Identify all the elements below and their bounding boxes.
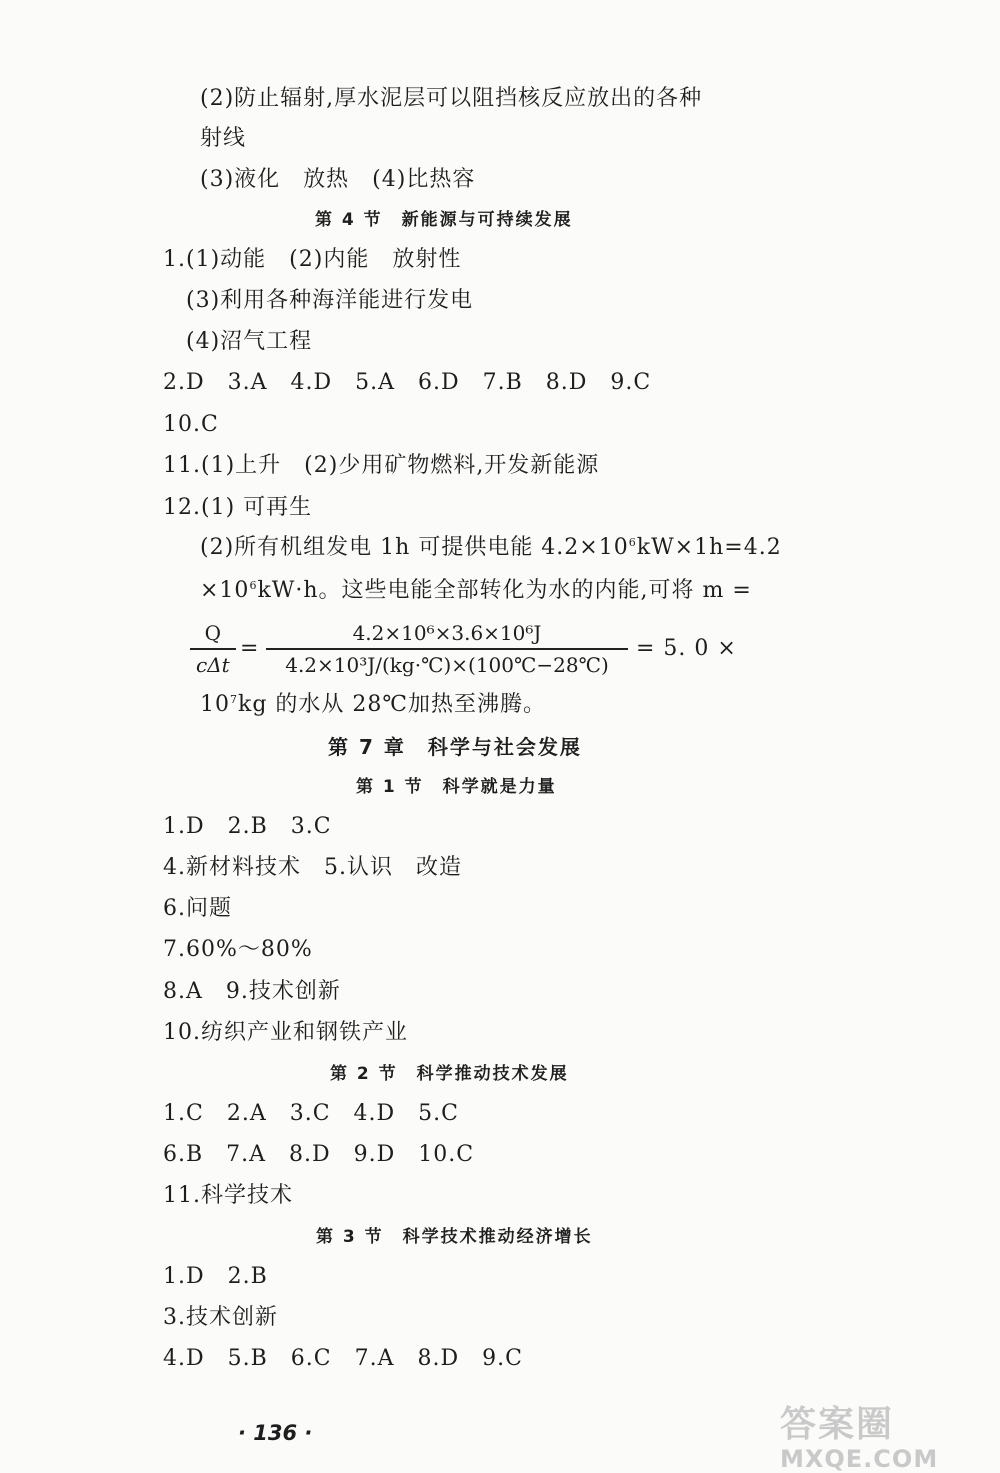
answer-line: (2)防止辐射,厚水泥层可以阻挡核反应放出的各种 <box>200 86 703 111</box>
fraction-calculation: 4.2×10⁶×3.6×10⁶J 4.2×10³J/(kg·℃)×(100℃−28℃) <box>266 620 628 678</box>
fraction-q-over-c-delta-t: Q cΔt <box>190 620 236 678</box>
answer-line: 7.60%～80% <box>163 937 313 962</box>
section-heading: 第 4 节 新能源与可持续发展 <box>315 210 573 230</box>
answer-line: 11.(1)上升 (2)少用矿物燃料,开发新能源 <box>163 453 600 478</box>
answer-line: 6.B 7.A 8.D 9.D 10.C <box>163 1142 475 1167</box>
answer-line: $10^7kg$ 的水从 28℃加热至沸腾。 <box>200 692 547 717</box>
section-heading: 第 3 节 科学技术推动经济增长 <box>316 1227 593 1247</box>
answer-line: $\times 10^6kW\cdot h$。这些电能全部转化为水的内能,可将 m = <box>200 578 752 603</box>
page-number: · 136 · <box>238 1421 313 1445</box>
answer-line: (3)液化 放热 (4)比热容 <box>200 167 476 192</box>
answer-line: 4.D 5.B 6.C 7.A 8.D 9.C <box>163 1346 523 1371</box>
answer-line: 1.D 2.B 3.C <box>163 814 332 839</box>
answer-line: 4.新材料技术 5.认识 改造 <box>163 855 462 880</box>
equals-sign: = <box>240 636 260 661</box>
answer-line: 10.C <box>163 412 219 437</box>
answer-line: (2)所有机组发电 1h 可提供电能 $4.2\times 10^6kW\times 1h=4.2$ <box>200 535 782 560</box>
section-heading: 第 1 节 科学就是力量 <box>356 777 557 797</box>
answer-line: 12.(1) 可再生 <box>163 495 313 520</box>
answer-line: 2.D 3.A 4.D 5.A 6.D 7.B 8.D 9.C <box>163 370 652 395</box>
answer-line: 射线 <box>200 126 247 151</box>
answer-line: 3.技术创新 <box>163 1305 278 1330</box>
answer-line: 10.纺织产业和钢铁产业 <box>163 1020 408 1045</box>
answer-line: 1.D 2.B <box>163 1264 268 1289</box>
answer-line: 1.C 2.A 3.C 4.D 5.C <box>163 1101 459 1126</box>
answer-line: 11.科学技术 <box>163 1183 293 1208</box>
answer-line: 6.问题 <box>163 896 232 921</box>
section-heading: 第 2 节 科学推动技术发展 <box>330 1064 569 1084</box>
equation-tail: = 5. 0 × <box>636 636 737 661</box>
watermark-logo: 答案圈 MXQE.COM <box>780 1404 939 1473</box>
answer-line: (3)利用各种海洋能进行发电 <box>186 288 474 313</box>
chapter-heading: 第 7 章 科学与社会发展 <box>328 735 582 759</box>
answer-line: 1.(1)动能 (2)内能 放射性 <box>163 247 462 272</box>
answer-line: 8.A 9.技术创新 <box>163 979 341 1004</box>
answer-line: (4)沼气工程 <box>186 329 313 354</box>
